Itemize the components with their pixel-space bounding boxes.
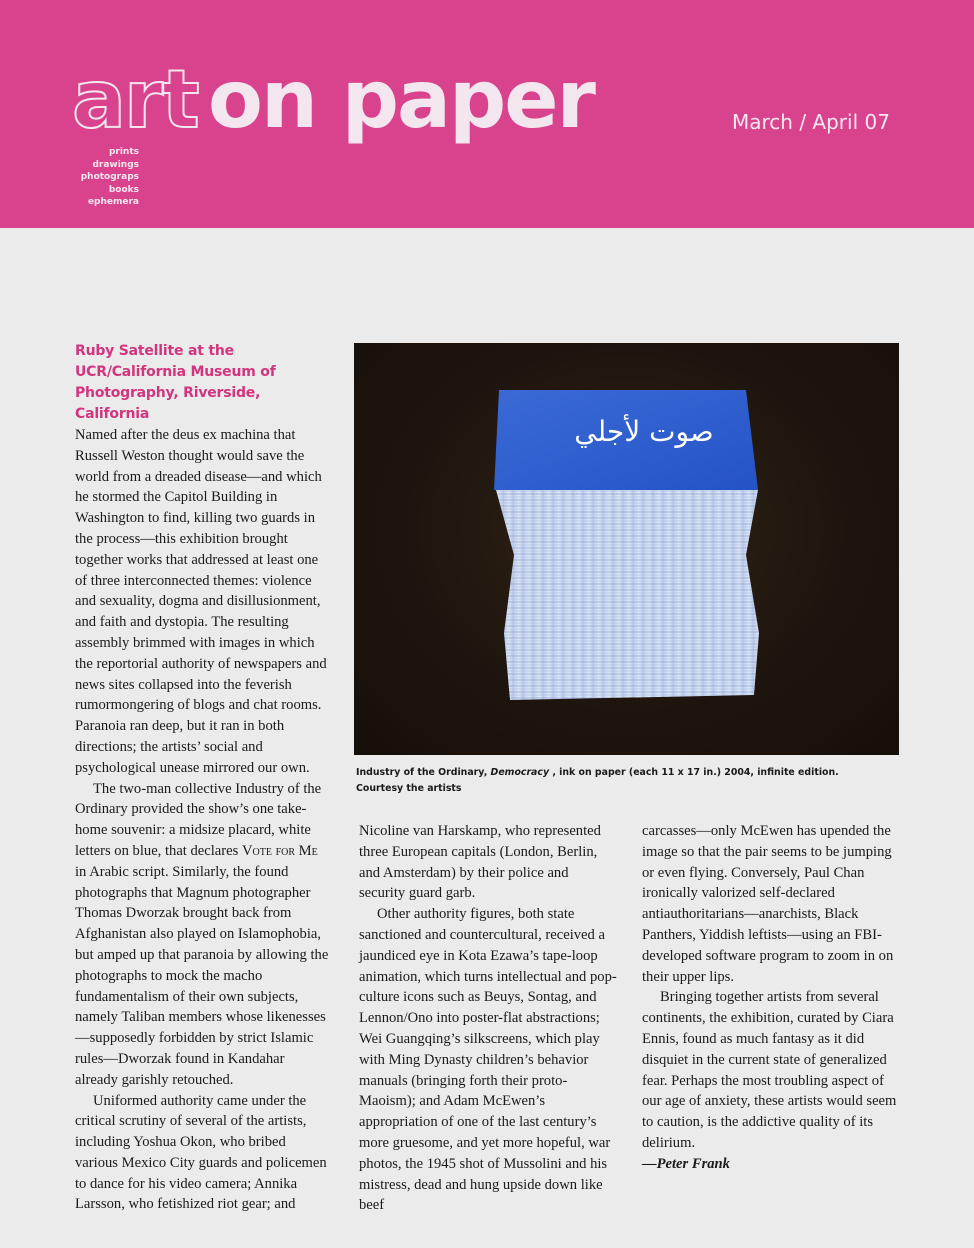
paragraph: Uniformed authority came under the critical scrutiny of several of the artists, including Yoshua Okon, who bribed various Mexico City guards and policemen to dance for his video camera; Annika Larsson, who fetishized riot gear; and bbox=[75, 1092, 327, 1213]
subject-item: ephemera bbox=[87, 197, 139, 207]
subject-item: prints bbox=[108, 147, 139, 157]
photo-caption: Industry of the Ordinary, Democracy , ink on paper (each 11 x 17 in.) 2004, infinite edition. Courtesy the artists bbox=[356, 765, 916, 797]
issue-date: March / April 07 bbox=[732, 110, 890, 134]
paragraph: Nicoline van Harskamp, who represented three European capitals (London, Berlin, and Amsterdam) by their police and security guard garb. bbox=[359, 823, 601, 902]
masthead bbox=[0, 0, 974, 228]
paper-stack-illustration bbox=[354, 343, 899, 755]
paragraph: Other authority figures, both state sanctioned and countercultural, received a jaundiced eye in Kota Ezawa’s tape-loop animation, which turns intellectual and pop-culture icons such as Beuys, Sontag, and Lennon/Ono into poster-flat abstractions; Wei Guangqing’s silkscreens, which play with Ming Dynasty children’s behavior manuals (bringing forth their proto-Maoism); and Adam McEwen’s appropriation of one of the last century’s more gruesome, and yet more hopeful, war photos, the 1945 shot of Mussolini and his mistress, dead and hung upside down like beef bbox=[359, 906, 617, 1214]
paper-stack bbox=[496, 490, 759, 700]
article-column-2 bbox=[359, 821, 617, 1216]
artwork-title: Democracy bbox=[490, 767, 550, 778]
article-headline: Ruby Satellite at the UCR/California Museum of Photography, Riverside, California bbox=[75, 343, 276, 422]
subject-item: photograps bbox=[80, 172, 139, 182]
logo-art: art bbox=[72, 53, 198, 146]
subject-item: drawings bbox=[92, 159, 139, 170]
artwork-photo bbox=[354, 343, 899, 755]
article-column-1 bbox=[75, 341, 329, 1215]
arabic-text: صوت لأجلي bbox=[574, 415, 714, 448]
photo-credit: Courtesy the artists bbox=[356, 783, 462, 794]
paragraph: carcasses—only McEwen has upended the image so that the pair seems to be jumping or even flying. Conversely, Paul Chan ironically valorized self-declared antiauthoritarians—anarchists, Black Panthers, Yiddish leftists—using an FBI-developed software program to zoom in on their upper lips. bbox=[642, 823, 894, 985]
article-column-3 bbox=[642, 821, 900, 1175]
author-byline: —Peter Frank bbox=[642, 1155, 730, 1172]
paragraph: The two-man collective Industry of the Ordinary provided the show’s one take-home souvenir: a midsize placard, white letters on blue, that declares Vote for Me in Arabic script. Similarly, the found photographs that Magnum photographer Thomas Dworzak brought back from Afghanistan also played on Islamophobia, but amped up that paranoia by allowing the photographs to mock the macho fundamentalism of their own subjects, namely Taliban members whose likenesses—supposedly forbidden by strict Islamic rules—Dworzak found in Kandahar already garishly retouched. bbox=[75, 780, 329, 1088]
paragraph: Bringing together artists from several continents, the exhibition, curated by Ciara Ennis, found as much fantasy as it did disquiet in the current state of generalized fear. Perhaps the most troubling aspect of our age of anxiety, these artists would seem to caution, is the addictive quality of its delirium. bbox=[642, 989, 897, 1151]
subject-item: books bbox=[108, 184, 139, 195]
paragraph: Named after the deus ex machina that Russell Weston thought would save the world from a dreaded disease—and which he stormed the Capitol Building in Washington to find, killing two guards in the process—this exhibition brought together works that addressed at least one of three interconnected themes: violence and sexuality, dogma and disillusionment, and faith and dystopia. The resulting assembly brimmed with images in which the reportorial authority of newspapers and news sites collapsed into the feverish rumormongering of blogs and chat rooms. Paranoia ran deep, but it ran in both directions; the artists’ social and psychological unease mirrored our own. bbox=[75, 427, 327, 776]
logo-on-paper: on paper bbox=[208, 53, 594, 146]
subject-list bbox=[81, 146, 139, 209]
vote-for-me-text: Vote for Me bbox=[241, 842, 318, 859]
